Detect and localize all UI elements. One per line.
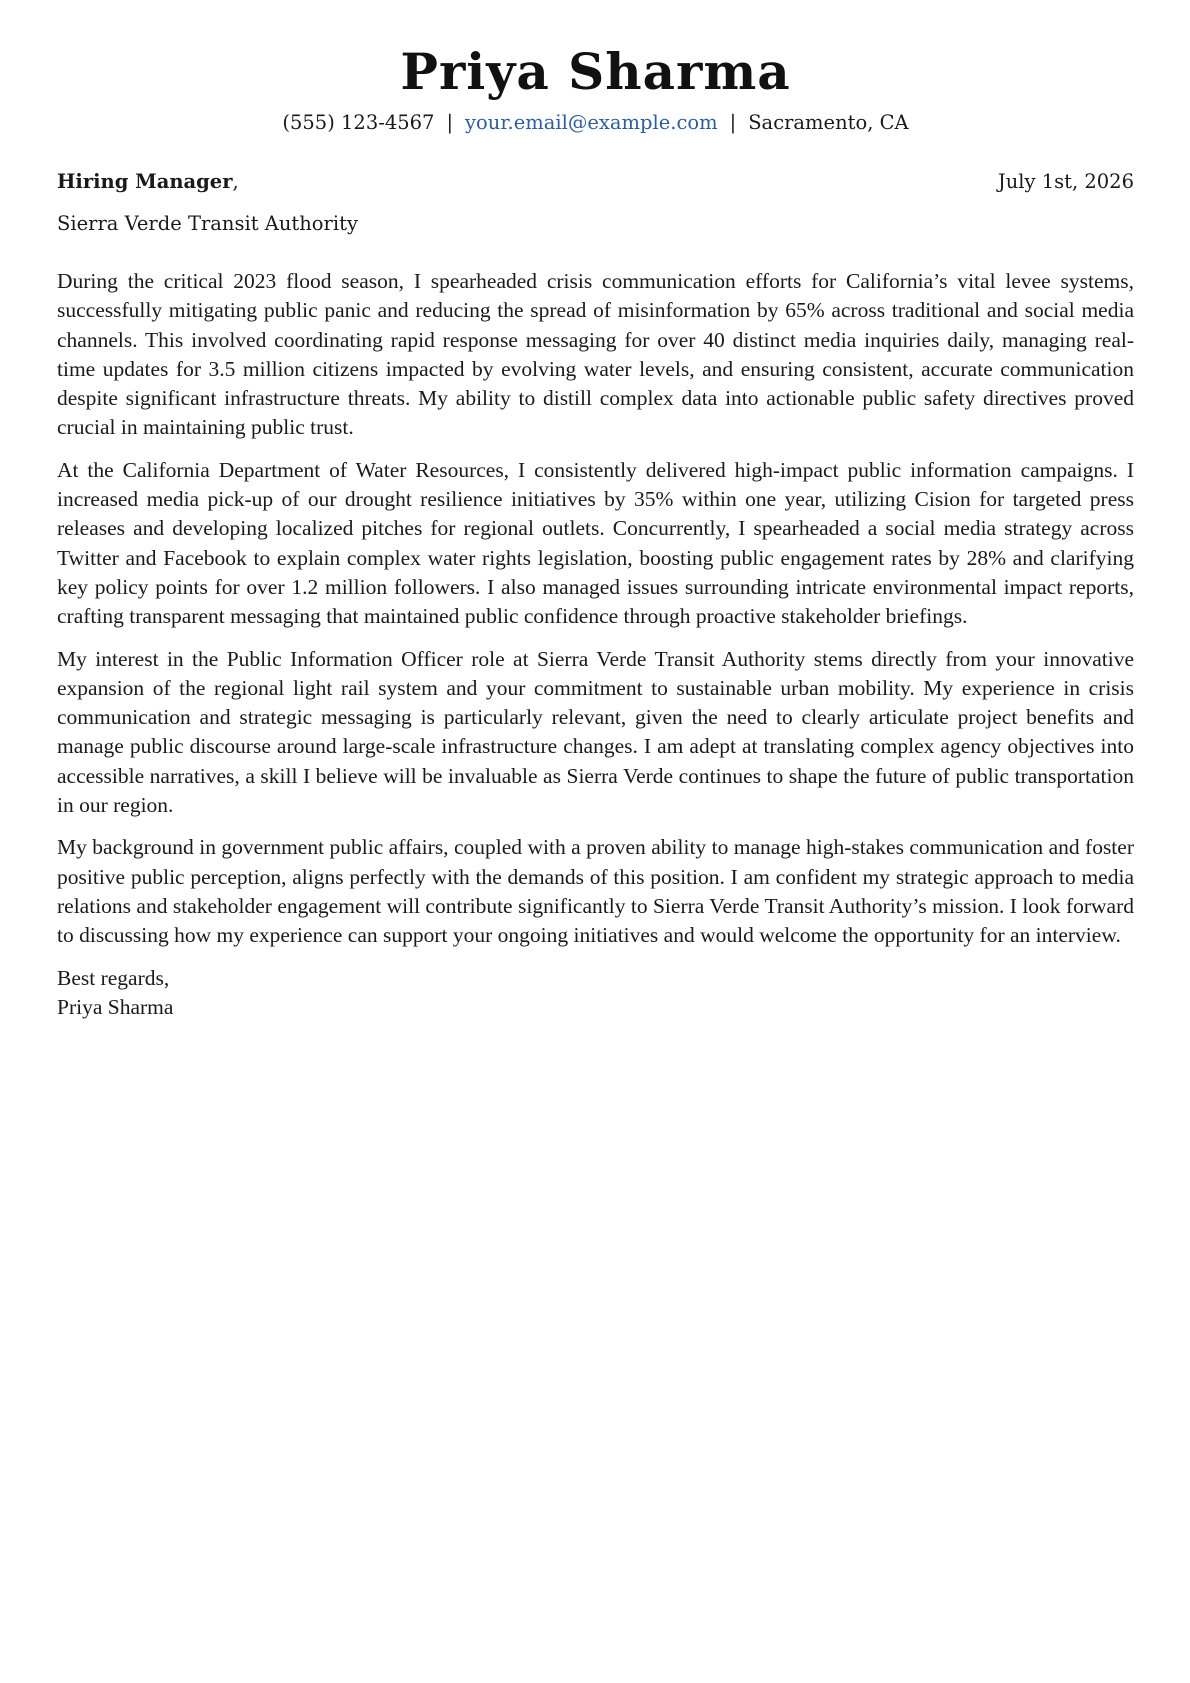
recipient bbox=[57, 169, 239, 195]
applicant-name: Priya Sharma bbox=[400, 42, 791, 101]
recipient-punctuation: , bbox=[232, 170, 239, 193]
cover-letter-page bbox=[57, 0, 1134, 1683]
closing-phrase: Best regards, bbox=[57, 965, 170, 990]
email-link[interactable]: your.email@example.com bbox=[465, 111, 718, 134]
contact-separator: | bbox=[729, 111, 737, 134]
company-name: Sierra Verde Transit Authority bbox=[57, 212, 358, 235]
phone-number: (555) 123-4567 bbox=[282, 111, 435, 134]
salutation-row bbox=[57, 169, 1134, 195]
location: Sacramento, CA bbox=[748, 111, 909, 134]
body-paragraph: At the California Department of Water Resources, I consistently delivered high-impact public information campaigns. I increased media pick-up of our drought resilience initiatives by 35% within one year, utilizing Cision for targeted press releases and developing localized pitches for regional outlets. Concurrently, I spearheaded a social media strategy across Twitter and Facebook to explain complex water rights legislation, boosting public engagement rates by 28% and clarifying key policy points for over 1.2 million followers. I also managed issues surrounding intricate environmental impact reports, crafting transparent messaging that maintained public confidence through proactive stakeholder briefings. bbox=[57, 457, 1134, 629]
contact-line bbox=[57, 110, 1134, 136]
closing-block bbox=[57, 964, 1134, 1023]
letter-date: July 1st, 2026 bbox=[997, 170, 1134, 193]
recipient-name: Hiring Manager bbox=[57, 170, 233, 193]
signature: Priya Sharma bbox=[57, 994, 174, 1019]
body-paragraph: During the critical 2023 flood season, I spearheaded crisis communication efforts for California’s vital levee systems, successfully mitigating public panic and reducing the spread of misinformation by 65% across traditional and social media channels. This involved coordinating rapid response messaging for over 40 distinct media inquiries daily, managing real-time updates for 3.5 million citizens impacted by evolving water levels, and ensuring consistent, accurate communication despite significant infrastructure threats. My ability to distill complex data into actionable public safety directives proved crucial in maintaining public trust. bbox=[57, 269, 1134, 440]
contact-separator: | bbox=[446, 111, 454, 134]
body-paragraph: My background in government public affairs, coupled with a proven ability to manage high-stakes communication and foster positive public perception, aligns perfectly with the demands of this position. I am confident my strategic approach to media relations and stakeholder engagement will contribute significantly to Sierra Verde Transit Authority’s mission. I look forward to discussing how my experience can support your ongoing initiatives and would welcome the opportunity for an interview. bbox=[57, 835, 1134, 948]
letter-body bbox=[57, 267, 1134, 951]
body-paragraph: My interest in the Public Information Officer role at Sierra Verde Transit Authority stems directly from your innovative expansion of the regional light rail system and your commitment to sustainable urban mobility. My experience in crisis communication and strategic messaging is particularly relevant, given the need to clearly articulate project benefits and manage public discourse around large-scale infrastructure changes. I am adept at translating complex agency objectives into accessible narratives, a skill I believe will be invaluable as Sierra Verde continues to shape the future of public transportation in our region. bbox=[57, 646, 1134, 818]
